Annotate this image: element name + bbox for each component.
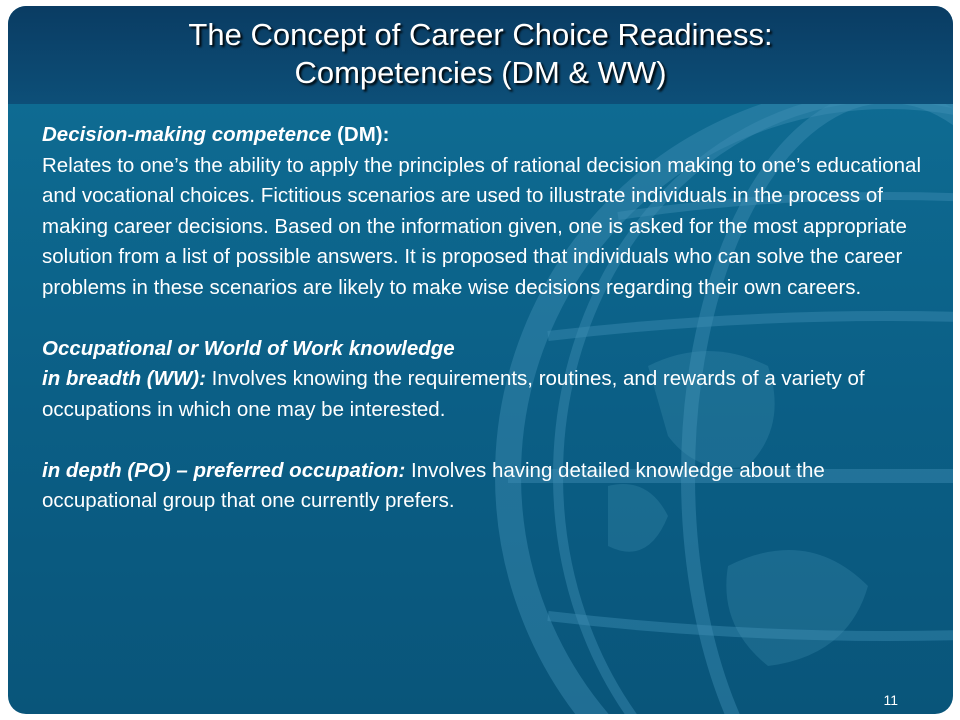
ww-breadth-text: Involves knowing the requirements, routines, and rewards of a variety of occupations in which one may be interested.: [42, 367, 865, 421]
ww-breadth-label: in breadth (WW):: [42, 367, 206, 390]
ww-depth-label: in depth (PO) – preferred occupation:: [42, 458, 406, 482]
dm-heading-suffix: (DM):: [331, 123, 390, 146]
ww-depth-text: Involves having detailed knowledge about the occupational group that one currently prefers.: [42, 458, 825, 512]
dm-paragraph: Relates to one’s the ability to apply the principles of rational decision making to one’s educational and vocational choices. Fictitious scenarios are used to illustrate individuals in the process of making career decisions. Based on the information given, one is asked for the most appropriate solution from a list of possible answers. It is proposed that individuals who can solve the career problems in these scenarios are likely to make wise decisions regarding their own careers.: [42, 153, 922, 299]
page-number: 11: [883, 692, 898, 708]
slide: [8, 6, 953, 714]
slide-body: [42, 120, 922, 517]
slide-title-line-2: Competencies (DM & WW): [294, 55, 667, 90]
spacer: [42, 303, 922, 334]
ww-breadth-paragraph: [42, 364, 922, 425]
slide-title-line-1: The Concept of Career Choice Readiness:: [188, 17, 773, 52]
ww-depth-paragraph: [42, 456, 922, 517]
dm-heading-line: [42, 120, 922, 151]
spacer: [42, 425, 922, 456]
slide-title: [8, 16, 953, 92]
dm-heading: Decision-making competence: [42, 123, 332, 146]
ww-heading: Occupational or World of Work knowledge: [42, 336, 455, 360]
